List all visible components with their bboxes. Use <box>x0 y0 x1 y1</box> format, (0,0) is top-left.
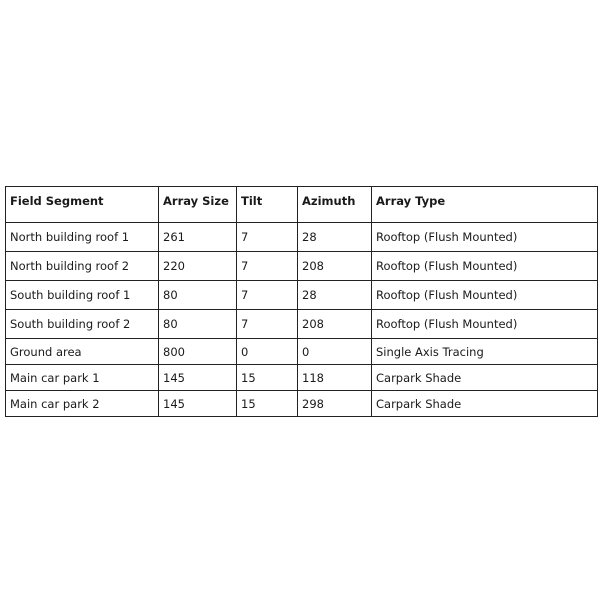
cell-field-segment: South building roof 2 <box>6 310 159 339</box>
cell-tilt: 15 <box>237 365 298 391</box>
table-row <box>6 310 598 339</box>
header-tilt: Tilt <box>237 187 298 223</box>
field-segment-table <box>5 186 598 417</box>
header-azimuth: Azimuth <box>298 187 372 223</box>
cell-array-size: 80 <box>159 281 237 310</box>
table-header-row <box>6 187 598 223</box>
cell-tilt: 0 <box>237 339 298 365</box>
cell-tilt: 7 <box>237 310 298 339</box>
cell-tilt: 7 <box>237 252 298 281</box>
cell-azimuth: 0 <box>298 339 372 365</box>
cell-azimuth: 28 <box>298 281 372 310</box>
table-row <box>6 281 598 310</box>
table-row <box>6 365 598 391</box>
cell-field-segment: Main car park 2 <box>6 391 159 417</box>
cell-array-type: Single Axis Tracing <box>372 339 598 365</box>
cell-array-type: Rooftop (Flush Mounted) <box>372 310 598 339</box>
cell-array-type: Carpark Shade <box>372 365 598 391</box>
cell-field-segment: North building roof 2 <box>6 252 159 281</box>
cell-array-size: 145 <box>159 365 237 391</box>
cell-field-segment: Ground area <box>6 339 159 365</box>
cell-field-segment: South building roof 1 <box>6 281 159 310</box>
table-row <box>6 391 598 417</box>
cell-azimuth: 208 <box>298 310 372 339</box>
cell-array-type: Rooftop (Flush Mounted) <box>372 281 598 310</box>
header-array-size: Array Size <box>159 187 237 223</box>
cell-array-size: 261 <box>159 223 237 252</box>
cell-azimuth: 118 <box>298 365 372 391</box>
cell-field-segment: North building roof 1 <box>6 223 159 252</box>
header-field-segment: Field Segment <box>6 187 159 223</box>
cell-array-size: 800 <box>159 339 237 365</box>
cell-array-size: 80 <box>159 310 237 339</box>
table-row <box>6 339 598 365</box>
table-row <box>6 223 598 252</box>
cell-array-size: 145 <box>159 391 237 417</box>
cell-azimuth: 208 <box>298 252 372 281</box>
cell-tilt: 7 <box>237 223 298 252</box>
cell-array-type: Carpark Shade <box>372 391 598 417</box>
cell-array-size: 220 <box>159 252 237 281</box>
cell-array-type: Rooftop (Flush Mounted) <box>372 252 598 281</box>
table-row <box>6 252 598 281</box>
table-container <box>5 186 597 417</box>
header-array-type: Array Type <box>372 187 598 223</box>
cell-azimuth: 298 <box>298 391 372 417</box>
cell-tilt: 7 <box>237 281 298 310</box>
cell-field-segment: Main car park 1 <box>6 365 159 391</box>
cell-array-type: Rooftop (Flush Mounted) <box>372 223 598 252</box>
cell-tilt: 15 <box>237 391 298 417</box>
cell-azimuth: 28 <box>298 223 372 252</box>
